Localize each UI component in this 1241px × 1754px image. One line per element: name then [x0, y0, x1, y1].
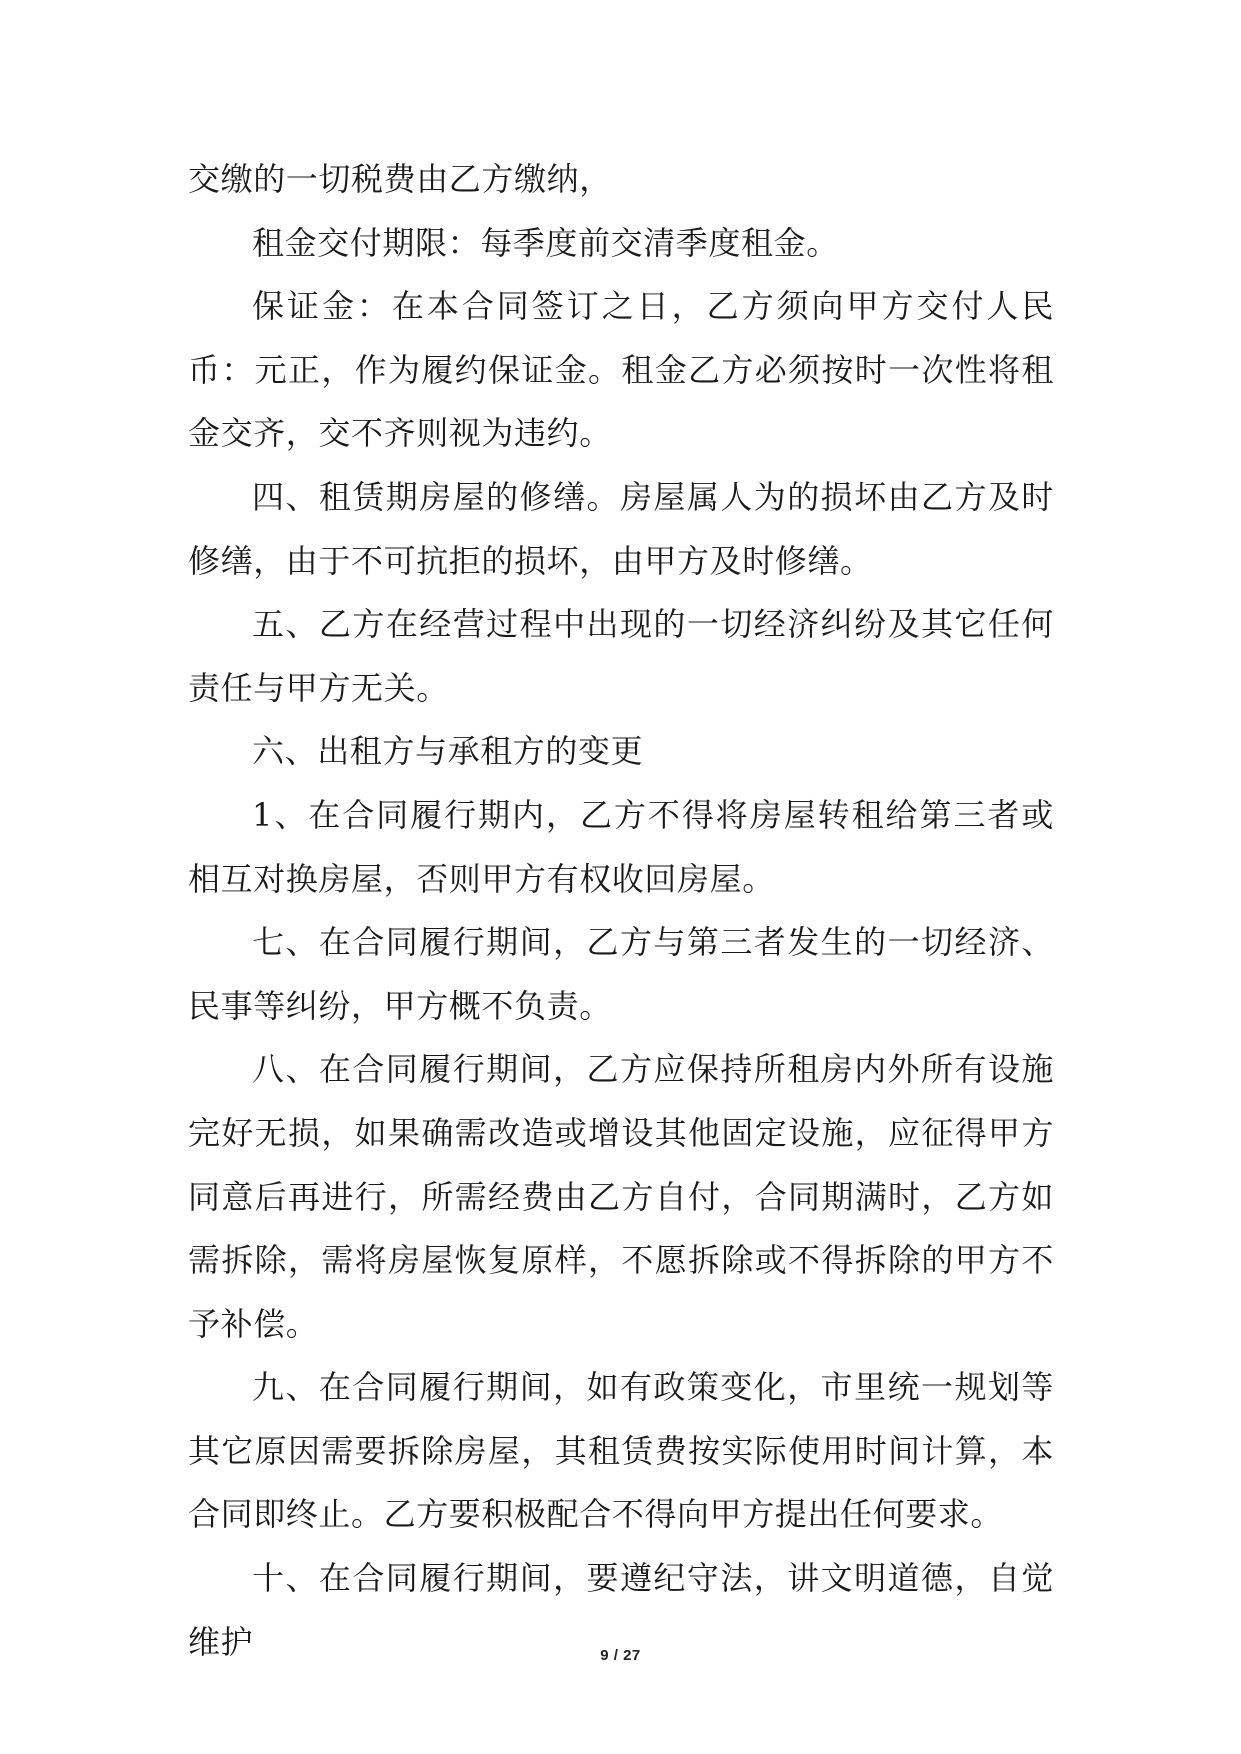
paragraph-clause-6-heading: 六、出租方与承租方的变更	[252, 732, 644, 771]
paragraph-deposit: 保证金：在本合同签订之日，乙方须向甲方交付人民币：元正，作为履约保证金。租金乙方必须按时一次性将租金交齐，交不齐则视为违约。	[188, 287, 1054, 453]
paragraph-clause-6-item-1: 1、在合同履行期内，乙方不得将房屋转租给第三者或相互对换房屋，否则甲方有权收回房屋。	[188, 795, 1054, 898]
document-body	[188, 148, 1054, 1674]
paragraph-rent-payment-term: 租金交付期限：每季度前交清季度租金。	[252, 223, 839, 262]
paragraph-clause-10-conduct: 十、在合同履行期间，要遵纪守法，讲文明道德，自觉维护	[188, 1559, 1054, 1661]
paragraph-clause-5-disputes: 五、乙方在经营过程中出现的一切经济纠纷及其它任何责任与甲方无关。	[188, 605, 1054, 707]
paragraph-clause-9-policy-change: 九、在合同履行期间，如有政策变化，市里统一规划等其它原因需要拆除房屋，其租赁费按实际使用时间计算，本合同即终止。乙方要积极配合不得向甲方提出任何要求。	[188, 1368, 1054, 1534]
paragraph-tax-payment: 交缴的一切税费由乙方缴纳，	[188, 160, 612, 198]
paragraph-clause-8-facilities: 八、在合同履行期间，乙方应保持所租房内外所有设施完好无损，如果确需改造或增设其他固定设施，应征得甲方同意后再进行，所需经费由乙方自付，合同期满时，乙方如需拆除，需将房屋恢复原样，不愿拆除或不得拆除的甲方不予补偿。	[188, 1050, 1054, 1343]
paragraph-clause-4-repairs: 四、租赁期房屋的修缮。房屋属人为的损坏由乙方及时修缮，由于不可抗拒的损坏，由甲方及时修缮。	[188, 477, 1054, 580]
paragraph-clause-7-third-party: 七、在合同履行期间，乙方与第三者发生的一切经济、民事等纠纷，甲方概不负责。	[188, 923, 1054, 1025]
page-number: 9 / 27	[600, 1647, 641, 1664]
